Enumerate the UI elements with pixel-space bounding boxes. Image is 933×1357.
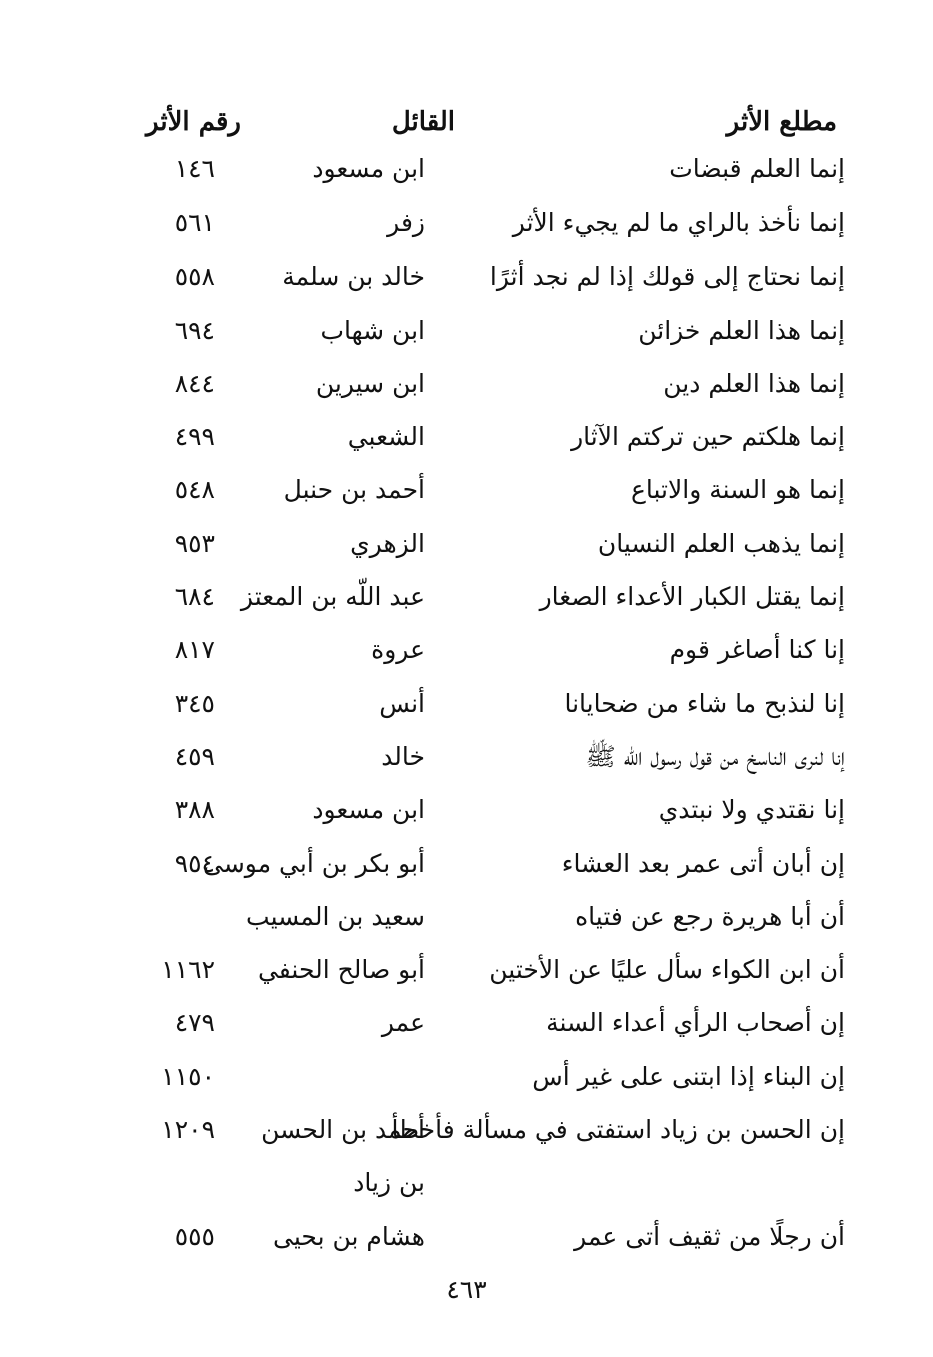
row-opening: إن الحسن بن زياد استفتى في مسألة فأخطأ bbox=[391, 1115, 845, 1144]
table-row bbox=[0, 788, 933, 832]
row-speaker: أبو صالح الحنفي bbox=[257, 955, 425, 984]
table-row bbox=[0, 522, 933, 566]
row-speaker: خالد بن سلمة bbox=[282, 262, 425, 291]
row-number: ٥٥٨ bbox=[174, 262, 215, 291]
row-speaker: زفر bbox=[387, 208, 425, 237]
header-speaker: القائل bbox=[391, 107, 455, 137]
table-row bbox=[0, 948, 933, 992]
row-speaker: أنس bbox=[379, 689, 425, 718]
header-number: رقم الأثر bbox=[146, 107, 241, 137]
table-row bbox=[0, 842, 933, 886]
row-opening: إنا لنرى الناسخ من قول رسول اللّه ﷺ bbox=[585, 742, 845, 771]
row-number: ٥٥٥ bbox=[174, 1222, 215, 1251]
row-number: ٥٤٨ bbox=[174, 475, 215, 504]
row-opening: إنا لنذبح ما شاء من ضحايانا bbox=[564, 689, 845, 718]
row-number: ٩٥٤ bbox=[174, 849, 215, 878]
row-number: ٥٦١ bbox=[174, 208, 215, 237]
table-row bbox=[0, 682, 933, 726]
row-speaker: أبو بكر بن أبي موسى bbox=[203, 849, 425, 878]
row-opening: أن ابن الكواء سأل عليًا عن الأختين bbox=[489, 955, 845, 984]
table-row bbox=[0, 362, 933, 406]
table-row bbox=[0, 628, 933, 672]
row-opening: إن أصحاب الرأي أعداء السنة bbox=[546, 1008, 845, 1037]
row-opening: إنما هلكتم حين تركتم الآثار bbox=[571, 422, 845, 451]
row-opening: إنما هذا العلم دين bbox=[663, 369, 845, 398]
row-opening: إنما يقتل الكبار الأعداء الصغار bbox=[539, 582, 845, 611]
row-speaker: أحمد بن حنبل bbox=[283, 475, 425, 504]
row-speaker: الزهري bbox=[350, 529, 425, 558]
table-row bbox=[0, 1001, 933, 1045]
row-number: ٣٨٨ bbox=[174, 795, 215, 824]
table-row bbox=[0, 735, 933, 779]
table-row bbox=[0, 255, 933, 299]
row-number: ٤٥٩ bbox=[174, 742, 215, 771]
table-row bbox=[0, 415, 933, 459]
table-row bbox=[0, 895, 933, 939]
row-opening: إنما هو السنة والاتباع bbox=[630, 475, 845, 504]
table-row bbox=[0, 1108, 933, 1152]
row-number: ٤٩٩ bbox=[174, 422, 215, 451]
row-number: ١٤٦ bbox=[174, 154, 215, 183]
row-number: ٩٥٣ bbox=[174, 529, 215, 558]
row-number: ٦٩٤ bbox=[174, 316, 215, 345]
row-opening: أن رجلًا من ثقيف أتى عمر bbox=[574, 1222, 845, 1251]
table-row bbox=[0, 468, 933, 512]
row-speaker: سعيد بن المسيب bbox=[246, 902, 425, 931]
row-speaker: ابن سيرين bbox=[315, 369, 425, 398]
header-opening: مطلع الأثر bbox=[726, 107, 837, 137]
row-speaker: ابن مسعود bbox=[312, 795, 425, 824]
table-row bbox=[0, 1215, 933, 1259]
row-opening: إنما نأخذ بالراي ما لم يجيء الأثر bbox=[512, 208, 845, 237]
row-number: ٦٨٤ bbox=[174, 582, 215, 611]
row-speaker: عروة bbox=[371, 635, 425, 664]
row-opening: إنما يذهب العلم النسيان bbox=[597, 529, 845, 558]
row-opening: أن أبا هريرة رجع عن فتياه bbox=[575, 902, 845, 931]
row-opening: إنما نحتاج إلى قولك إذا لم نجد أثرًا bbox=[489, 262, 845, 291]
row-speaker: الشعبي bbox=[347, 422, 425, 451]
row-opening: إنا كنا أصاغر قوم bbox=[669, 635, 845, 664]
row-opening: إنما هذا العلم خزائن bbox=[638, 316, 845, 345]
row-number: ١٢٠٩ bbox=[161, 1115, 215, 1144]
row-speaker: عمر bbox=[381, 1008, 425, 1037]
row-opening: إن أبان أتى عمر بعد العشاء bbox=[561, 849, 845, 878]
row-speaker: هشام بن بحيى bbox=[273, 1222, 425, 1251]
table-row bbox=[0, 1161, 933, 1205]
table-row bbox=[0, 309, 933, 353]
row-speaker: بن زياد bbox=[353, 1168, 425, 1197]
row-speaker: ابن شهاب bbox=[320, 316, 425, 345]
row-number: ٤٧٩ bbox=[174, 1008, 215, 1037]
row-number: ١١٦٢ bbox=[161, 955, 215, 984]
table-row bbox=[0, 147, 933, 191]
table-row bbox=[0, 1055, 933, 1099]
table-header bbox=[0, 100, 933, 144]
row-number: ٣٤٥ bbox=[174, 689, 215, 718]
row-number: ٨٤٤ bbox=[174, 369, 215, 398]
row-opening: إنما العلم قبضات bbox=[669, 154, 845, 183]
row-opening: إن البناء إذا ابتنى على غير أس bbox=[532, 1062, 845, 1091]
row-opening: إنا نقتدي ولا نبتدي bbox=[658, 795, 845, 824]
row-speaker: عبد اللّه بن المعتز bbox=[240, 582, 425, 611]
table-row bbox=[0, 201, 933, 245]
page-number: ٤٦٣ bbox=[446, 1275, 487, 1304]
table-row bbox=[0, 575, 933, 619]
row-number: ٨١٧ bbox=[174, 635, 215, 664]
row-number: ١١٥٠ bbox=[161, 1062, 215, 1091]
row-speaker: خالد bbox=[381, 742, 425, 771]
row-speaker: أحمد بن الحسن bbox=[261, 1115, 425, 1144]
row-speaker: ابن مسعود bbox=[312, 154, 425, 183]
